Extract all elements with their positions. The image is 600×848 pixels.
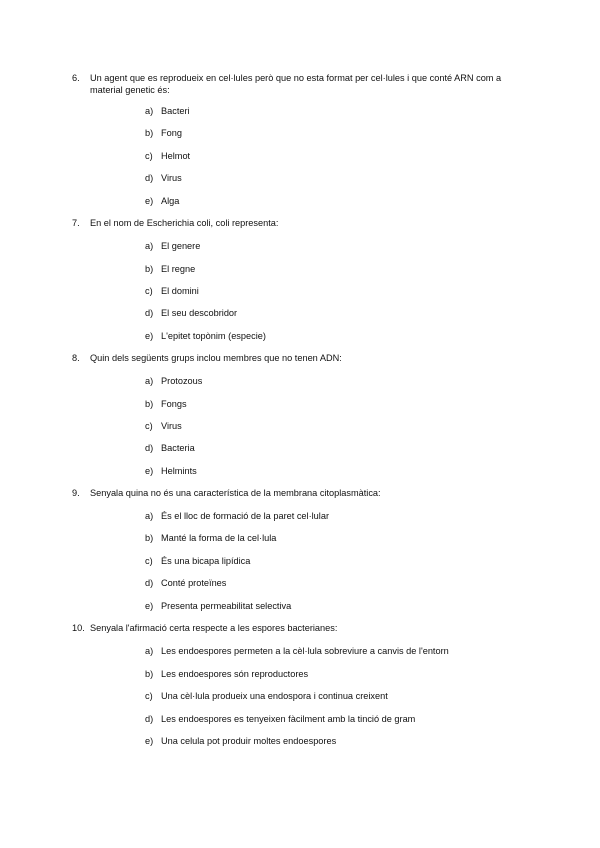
question-number: 8. (72, 353, 80, 363)
option-text: El seu descobridor (161, 308, 238, 318)
option-label: a) (145, 376, 154, 386)
option-text: El genere (161, 241, 201, 251)
option-item (145, 510, 525, 522)
option-item (145, 375, 525, 387)
option-text: Fong (161, 128, 182, 138)
option-text: Presenta permeabilitat selectiva (161, 601, 292, 611)
option-item (145, 195, 525, 207)
option-item (145, 668, 525, 680)
option-text: Conté proteïnes (161, 578, 227, 588)
option-label: d) (145, 578, 154, 588)
option-label: b) (145, 128, 154, 138)
option-text: El regne (161, 264, 196, 274)
option-label: c) (145, 151, 153, 161)
option-label: d) (145, 308, 154, 318)
option-text: Una cèl·lula produeix una endospora i continua creixent (161, 691, 388, 701)
option-item (145, 330, 525, 342)
option-item (145, 285, 525, 297)
option-label: b) (145, 533, 154, 543)
question-number: 7. (72, 218, 80, 228)
question-9 (72, 487, 527, 499)
option-label: a) (145, 106, 154, 116)
option-item (145, 735, 525, 747)
option-label: a) (145, 241, 154, 251)
option-item (145, 577, 525, 589)
option-item (145, 645, 525, 657)
option-text: Virus (161, 173, 182, 183)
option-text: Alga (161, 196, 180, 206)
option-label: c) (145, 421, 153, 431)
question-number: 10. (72, 623, 85, 633)
question-8 (72, 352, 527, 364)
option-label: b) (145, 669, 154, 679)
question-text: En el nom de Escherichia coli, coli representa: (90, 218, 279, 228)
option-label: e) (145, 196, 154, 206)
option-text: Virus (161, 421, 182, 431)
option-text: Una celula pot produir moltes endoespores (161, 736, 337, 746)
option-item (145, 713, 525, 725)
question-text: Un agent que es reprodueix en cel·lules però que no esta format per cel·lules i que conté ARN com a material genetic és: (90, 73, 502, 95)
question-7 (72, 217, 527, 229)
option-item (145, 420, 525, 432)
option-text: Protozous (161, 376, 203, 386)
option-label: a) (145, 511, 154, 521)
option-item (145, 398, 525, 410)
option-text: L'epitet topònim (especie) (161, 331, 266, 341)
question-text: Senyala quina no és una característica de la membrana citoplasmàtica: (90, 488, 381, 498)
option-text: Les endoespores es tenyeixen fàcilment amb la tinció de gram (161, 714, 416, 724)
option-item (145, 307, 525, 319)
option-item (145, 555, 525, 567)
option-label: c) (145, 691, 153, 701)
option-text: Bacteria (161, 443, 195, 453)
option-item (145, 172, 525, 184)
question-number: 6. (72, 73, 80, 83)
question-text: Quin dels següents grups inclou membres que no tenen ADN: (90, 353, 342, 363)
option-item (145, 150, 525, 162)
option-text: Manté la forma de la cel·lula (161, 533, 277, 543)
question-number: 9. (72, 488, 80, 498)
option-item (145, 532, 525, 544)
option-text: És una bicapa lipídica (161, 556, 251, 566)
option-label: b) (145, 399, 154, 409)
option-text: El domini (161, 286, 199, 296)
option-item (145, 442, 525, 454)
option-text: És el lloc de formació de la paret cel·lular (161, 511, 330, 521)
option-item (145, 690, 525, 702)
option-label: d) (145, 714, 154, 724)
question-6 (72, 72, 527, 96)
option-label: d) (145, 173, 154, 183)
option-item (145, 600, 525, 612)
option-item (145, 465, 525, 477)
option-text: Fongs (161, 399, 187, 409)
option-item (145, 240, 525, 252)
option-label: b) (145, 264, 154, 274)
option-label: a) (145, 646, 154, 656)
question-10 (72, 622, 527, 634)
option-text: Les endoespores són reproductores (161, 669, 309, 679)
option-label: c) (145, 556, 153, 566)
option-label: c) (145, 286, 153, 296)
option-label: e) (145, 736, 154, 746)
option-text: Les endoespores permeten a la cèl·lula sobreviure a canvis de l'entorn (161, 646, 449, 656)
option-label: e) (145, 466, 154, 476)
option-item (145, 263, 525, 275)
question-text: Senyala l'afirmació certa respecte a les espores bacterianes: (90, 623, 338, 633)
option-label: d) (145, 443, 154, 453)
option-item (145, 105, 525, 117)
option-text: Helmot (161, 151, 191, 161)
option-item (145, 127, 525, 139)
option-label: e) (145, 331, 154, 341)
option-label: e) (145, 601, 154, 611)
option-text: Helmints (161, 466, 197, 476)
option-text: Bacteri (161, 106, 190, 116)
